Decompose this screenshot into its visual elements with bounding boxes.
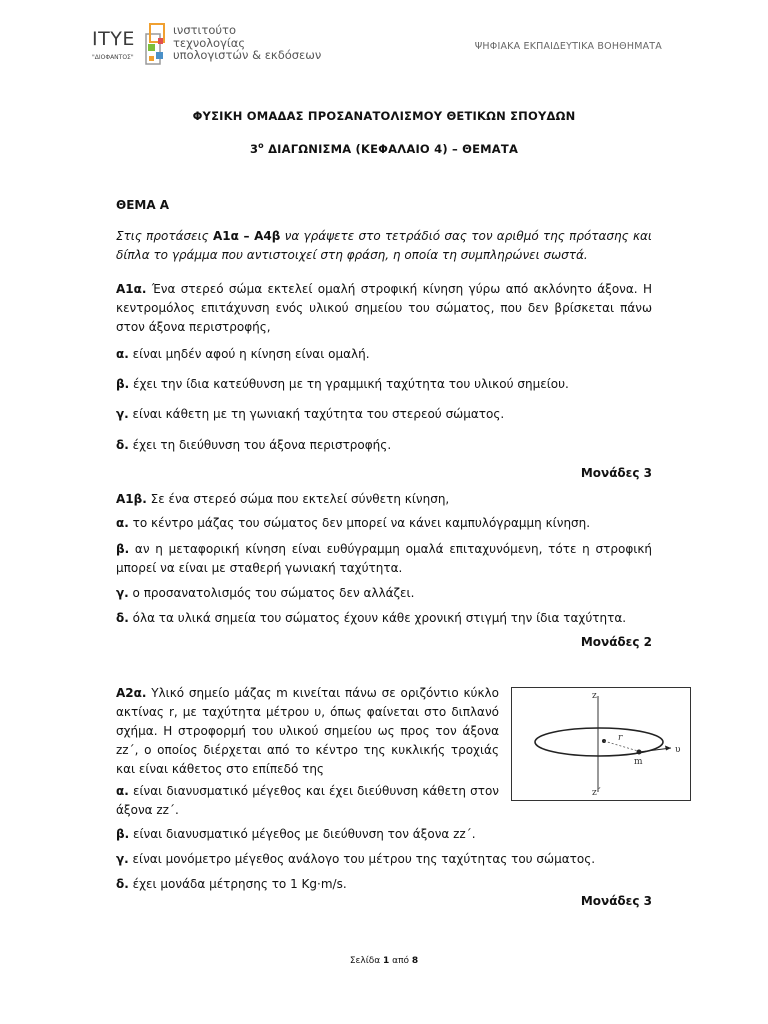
itye-logo: [92, 14, 362, 74]
option-text: έχει μονάδα μέτρησης το 1 Kg·m/s.: [128, 877, 347, 891]
circular-motion-figure: [511, 687, 691, 801]
doc-title: ΦΥΣΙΚΗ ΟΜΑΔΑΣ ΠΡΟΣΑΝΑΤΟΛΙΣΜΟΥ ΘΕΤΙΚΩΝ ΣΠΟΥΔΩΝ: [192, 109, 576, 123]
option-a1b-a: [116, 514, 652, 533]
option-a2a-d: [116, 875, 652, 894]
option-letter: β.: [116, 827, 130, 841]
subtitle-sup: ο: [258, 141, 264, 150]
option-text: ο προσανατολισμός του σώματος δεν αλλάζει.: [128, 586, 415, 600]
option-letter: γ.: [116, 586, 129, 600]
logo-sub-text: "ΔΙΟΦΑΝΤΟΣ": [92, 54, 134, 61]
footer-text-1: Σελίδα: [349, 956, 384, 966]
marks-a2a: Μονάδες 3: [580, 894, 652, 908]
marks-a1b: Μονάδες 2: [580, 635, 652, 649]
question-text: Ένα στερεό σώμα εκτελεί ομαλή στροφική κίνηση γύρω από ακλόνητο άξονα. Η κεντρομόλος επιτάχυνση ενός υλικού σημείου του σώματος, που δεν βρίσκεται πάνω στον άξονα περιστροφής,: [116, 282, 652, 334]
intro-text-1: Στις προτάσεις: [116, 229, 213, 243]
question-a2a: [116, 684, 499, 779]
option-a1b-d: [116, 609, 652, 628]
question-label: Α1β.: [116, 492, 147, 506]
footer-total: 8: [411, 956, 419, 966]
logo-line-3: υπολογιστών & εκδόσεων: [173, 48, 322, 62]
logo-line-2: τεχνολογίας: [173, 35, 246, 50]
intro-bold: Α1α – Α4β: [212, 229, 281, 243]
section-intro: [116, 227, 652, 265]
option-letter: α.: [116, 516, 129, 530]
subtitle-number: 3: [249, 141, 259, 156]
logo-line-1: ινστιτούτο: [173, 23, 236, 37]
option-a2a-c: [116, 850, 652, 869]
option-a1b-b: [116, 540, 652, 578]
label-z-prime: z΄: [592, 788, 602, 798]
option-a1b-c: [116, 584, 652, 603]
label-z: z: [592, 691, 597, 701]
option-letter: β.: [116, 542, 130, 556]
figure-svg: [512, 688, 690, 800]
option-text: είναι μηδέν αφού η κίνηση είναι ομαλή.: [128, 347, 370, 361]
option-a2a-b: [116, 825, 652, 844]
option-a1a-b: [116, 375, 652, 394]
page-header: [92, 14, 662, 74]
option-letter: α.: [116, 784, 129, 798]
question-a1b: [116, 490, 652, 509]
question-label: Α1α.: [116, 282, 147, 296]
arrow-head-icon: [665, 746, 671, 751]
question-text: Υλικό σημείο μάζας m κινείται πάνω σε οριζόντιο κύκλο ακτίνας r, με ταχύτητα μέτρου υ, όπως φαίνεται στο διπλανό σχήμα. Η στροφορμή του υλικού σημείου ως προς τον άξονα zz΄, ο οποίος διέρχεται από το κέντρο της κυκλικής τροχιάς και είναι κάθετος στο επίπεδό της: [116, 686, 499, 776]
subtitle-text: ΔΙΑΓΩΝΙΣΜΑ (ΚΕΦΑΛΑΙΟ 4) – ΘΕΜΑΤΑ: [263, 141, 519, 156]
marks-a1a: Μονάδες 3: [580, 466, 652, 480]
option-letter: δ.: [116, 438, 129, 452]
option-a2a-a: [116, 782, 499, 820]
logo-main-text: ΙΤΥΕ: [92, 28, 135, 50]
label-v: υ: [675, 745, 681, 755]
option-letter: δ.: [116, 877, 129, 891]
option-letter: α.: [116, 347, 129, 361]
footer-text-2: από: [389, 956, 412, 966]
option-text: έχει τη διεύθυνση του άξονα περιστροφής.: [128, 438, 392, 452]
option-text: το κέντρο μάζας του σώματος δεν μπορεί να κάνει καμπυλόγραμμη κίνηση.: [128, 516, 591, 530]
option-text: όλα τα υλικά σημεία του σώματος έχουν κάθε χρονική στιγμή την ίδια ταχύτητα.: [128, 611, 627, 625]
option-a1a-d: [116, 436, 652, 455]
question-label: Α2α.: [116, 686, 147, 700]
option-text: είναι κάθετη με τη γωνιακή ταχύτητα του στερεού σώματος.: [128, 407, 505, 421]
option-letter: β.: [116, 377, 130, 391]
option-a1a-c: [116, 405, 652, 424]
label-r: r: [618, 733, 623, 743]
option-text: έχει την ίδια κατεύθυνση με τη γραμμική ταχύτητα του υλικού σημείου.: [129, 377, 569, 391]
doc-subtitle: [0, 141, 768, 156]
logo-mark-icon: [144, 18, 168, 72]
question-a1a: [116, 280, 652, 337]
header-right-label: ΨΗΦΙΑΚΑ ΕΚΠΑΙΔΕΥΤΙΚΑ ΒΟΗΘΗΜΑΤΑ: [474, 41, 662, 52]
option-letter: γ.: [116, 852, 129, 866]
option-text: είναι διανυσματικό μέγεθος και έχει διεύθυνση κάθετη στον άξονα zz΄.: [116, 784, 499, 817]
option-text: αν η μεταφορική κίνηση είναι ευθύγραμμη ομαλά επιταχυνόμενη, τότε η στροφική μπορεί να είναι με σταθερή γωνιακή ταχύτητα.: [116, 542, 652, 575]
intro-text-2: να γράψετε στο τετράδιό σας τον αριθμό της πρότασης και δίπλα το γράμμα που αντιστοιχεί στη φράση, η οποία τη συμπληρώνει σωστά.: [116, 229, 652, 262]
option-text: είναι μονόμετρο μέγεθος ανάλογο του μέτρου της ταχύτητας του σώματος.: [128, 852, 596, 866]
label-m: m: [634, 757, 643, 767]
option-letter: δ.: [116, 611, 129, 625]
option-letter: γ.: [116, 407, 129, 421]
section-heading: ΘΕΜΑ Α: [116, 198, 170, 212]
option-text: είναι διανυσματικό μέγεθος με διεύθυνση τον άξονα zz΄.: [129, 827, 476, 841]
logo-text-block: [173, 24, 321, 62]
page-footer: [0, 956, 768, 966]
option-a1a-a: [116, 345, 652, 364]
footer-page: 1: [383, 956, 390, 966]
question-text: Σε ένα στερεό σώμα που εκτελεί σύνθετη κίνηση,: [146, 492, 450, 506]
